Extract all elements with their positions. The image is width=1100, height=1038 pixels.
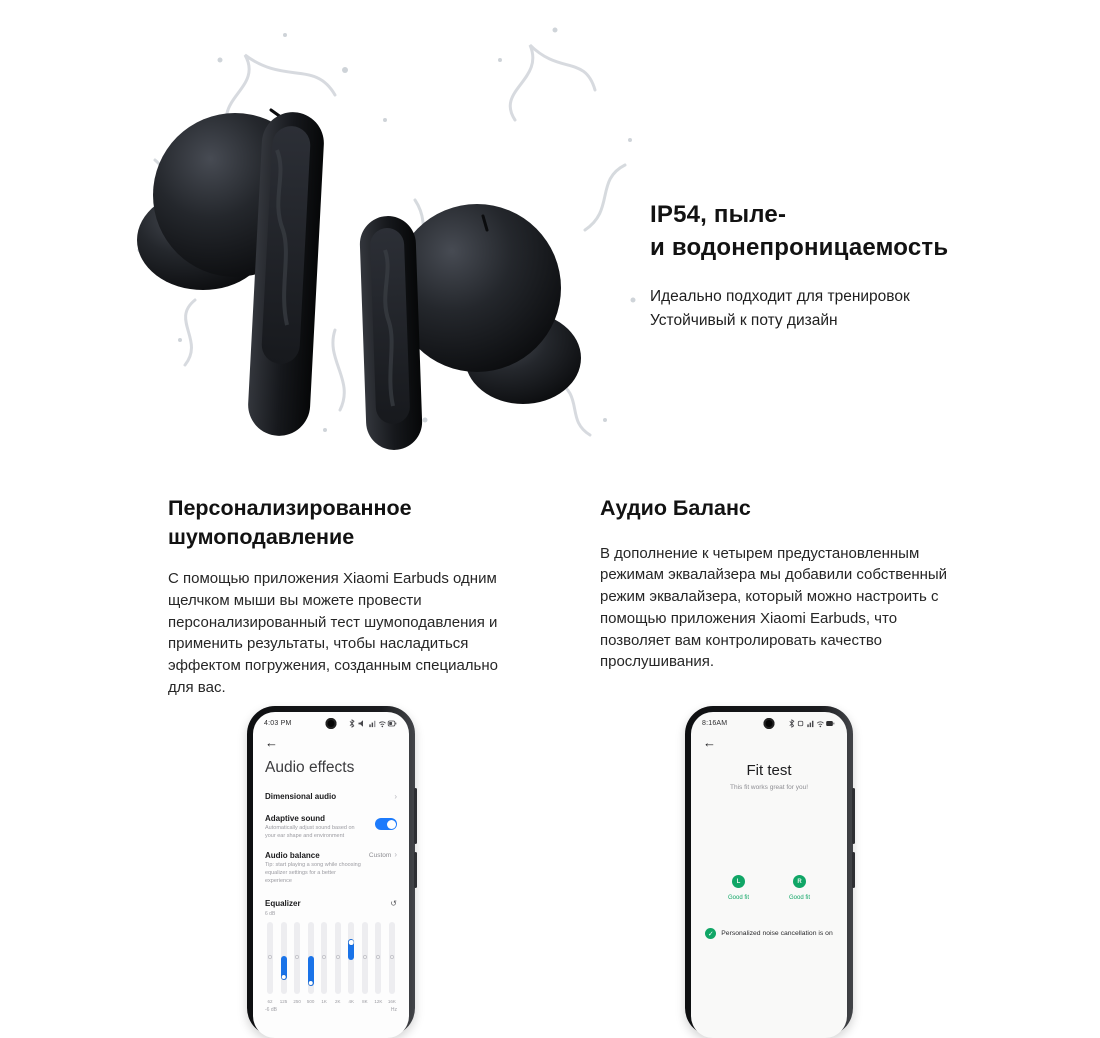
eq-track[interactable]	[281, 922, 287, 994]
fit-result-L	[728, 875, 749, 901]
row-subtext: Automatically adjust sound based on your ear shape and environment	[265, 825, 355, 839]
eq-band-label: 4K	[348, 999, 355, 1005]
status-time: 4:03 PM	[264, 720, 292, 727]
eq-track[interactable]	[375, 922, 381, 994]
phone-screen	[253, 712, 409, 1038]
equalizer-sliders	[265, 922, 397, 1004]
eq-handle[interactable]	[308, 981, 313, 986]
feature-body: В дополнение к четырем предустановленным режимам эквалайзера мы добавили собственный режим эквалайзера, который можно настроить с помощью приложения Xiaomi Earbuds, что позволяет вам контролировать качество прослушивания.	[600, 544, 948, 671]
anc-status-row	[703, 928, 835, 939]
eq-slider-16K[interactable]	[387, 922, 397, 1004]
row-label: Adaptive sound	[265, 814, 326, 823]
chevron-right-icon: ›	[394, 791, 397, 801]
eq-band-label: 62	[267, 999, 273, 1005]
eq-band-label: 16K	[387, 999, 396, 1005]
eq-band-label: 2K	[334, 999, 341, 1005]
feature-audio-balance	[600, 494, 952, 673]
eq-band-label: 250	[293, 999, 301, 1005]
eq-zero-handle[interactable]	[336, 955, 340, 959]
feature-title-line1: Персонализированное	[168, 496, 412, 520]
equalizer-unit-label: Hz	[390, 1007, 397, 1014]
eq-track[interactable]	[294, 922, 300, 994]
feature-title-line2: шумоподавление	[168, 524, 355, 549]
eq-slider-250[interactable]	[292, 922, 302, 1004]
eq-track[interactable]	[348, 922, 354, 994]
equalizer-footer	[265, 1007, 397, 1013]
bluetooth-icon	[790, 720, 794, 727]
feature-title-line1: Аудио Баланс	[600, 496, 751, 520]
eq-band-label: 125	[279, 999, 288, 1005]
anc-status-text: Personalized noise cancellation is on	[721, 930, 833, 937]
eq-slider-12K[interactable]	[373, 922, 383, 1004]
signal-bar-icon	[369, 724, 370, 727]
wifi-icon	[817, 722, 823, 725]
adaptive-sound-toggle[interactable]	[375, 818, 397, 830]
eq-track[interactable]	[308, 922, 314, 994]
hero-title-line2: и водонепроницаемость	[650, 234, 949, 262]
fit-label: Good fit	[727, 895, 749, 901]
feature-title	[600, 494, 952, 523]
feature-body: С помощью приложения Xiaomi Earbuds одним щелчком мыши вы можете провести персонализированный тест шумоподавления и применить результаты, чтобы насладиться эффектом погружения, созданным специально для вас.	[168, 570, 498, 696]
eq-slider-2K[interactable]	[333, 922, 343, 1004]
eq-slider-62[interactable]	[265, 922, 275, 1004]
row-label: Dimensional audio	[265, 792, 337, 801]
signal-bar-icon	[810, 723, 811, 728]
signal-bar-icon	[374, 721, 375, 727]
equalizer-min-label: -6 dB	[265, 1007, 277, 1014]
eq-zero-handle[interactable]	[268, 955, 272, 959]
eq-slider-1K[interactable]	[319, 922, 329, 1004]
screen-title: Audio effects	[265, 759, 355, 776]
back-arrow-icon[interactable]: ←	[265, 735, 278, 750]
equalizer-header	[265, 899, 397, 908]
screen-subtitle: This fit works great for you!	[729, 784, 809, 791]
volume-button	[414, 788, 417, 844]
status-time: 8:16AM	[702, 720, 728, 727]
eq-track[interactable]	[389, 922, 395, 994]
bluetooth-icon	[350, 720, 354, 727]
fit-label: Good fit	[789, 895, 811, 901]
eq-slider-4K[interactable]	[346, 922, 356, 1004]
signal-bar-icon	[812, 721, 813, 727]
phone-audio-effects	[247, 706, 415, 1036]
feature-title	[168, 494, 510, 551]
row-value: Custom	[368, 851, 392, 859]
eq-track[interactable]	[321, 922, 327, 994]
status-icons	[346, 719, 398, 728]
eq-slider-8K[interactable]	[360, 922, 370, 1004]
battery-icon	[826, 721, 833, 726]
phone-screen	[691, 712, 847, 1038]
screen-title: Fit test	[746, 762, 792, 779]
eq-track[interactable]	[362, 922, 368, 994]
eq-slider-125[interactable]	[279, 922, 289, 1004]
right-earbud	[359, 204, 581, 451]
feature-noise-cancellation	[168, 494, 510, 699]
equalizer-max-label: 6 dB	[265, 911, 276, 918]
battery-icon	[833, 723, 834, 725]
signal-bar-icon	[807, 724, 808, 727]
status-icons	[784, 719, 836, 728]
wifi-icon	[379, 722, 385, 725]
list-item-adaptive-sound[interactable]	[265, 814, 397, 840]
row-label: Audio balance	[265, 851, 320, 861]
eq-handle[interactable]	[349, 940, 354, 945]
watch-icon	[798, 721, 803, 726]
eq-band-label: 1K	[321, 999, 327, 1005]
earbud-R-icon: R	[793, 875, 806, 888]
back-arrow-icon[interactable]: ←	[703, 735, 716, 750]
battery-icon	[395, 723, 396, 725]
wifi-icon	[820, 726, 822, 728]
eq-gain-bar[interactable]	[281, 956, 287, 980]
eq-band-label: 8K	[362, 999, 368, 1005]
eq-handle[interactable]	[281, 975, 286, 980]
hero-subtitle-line2: Устойчивый к поту дизайн	[650, 312, 838, 330]
eq-gain-bar[interactable]	[348, 939, 354, 960]
signal-bar-icon	[372, 723, 373, 728]
eq-band-label: 500	[306, 999, 315, 1005]
screen-body	[691, 736, 847, 939]
eq-zero-handle[interactable]	[363, 955, 367, 959]
fit-result-R	[789, 875, 810, 901]
camera-punch-hole	[764, 718, 775, 729]
eq-track[interactable]	[335, 922, 341, 994]
speaker-icon	[359, 720, 364, 726]
hero-subtitle-line1: Идеально подходит для тренировок	[650, 288, 910, 306]
earbuds-splash-image	[85, 0, 645, 450]
eq-track[interactable]	[267, 922, 273, 994]
eq-zero-handle[interactable]	[295, 955, 299, 959]
fit-results	[703, 875, 835, 901]
hero-subtitle	[650, 285, 1090, 333]
list-item-dimensional-audio[interactable]	[265, 792, 397, 801]
eq-slider-500[interactable]	[306, 922, 316, 1004]
screen-body	[253, 736, 409, 1013]
eq-zero-handle[interactable]	[322, 955, 326, 959]
check-icon: ✓	[705, 928, 716, 939]
volume-button	[852, 788, 855, 844]
earbud-L-icon: L	[732, 875, 745, 888]
eq-band-label: 12K	[374, 999, 383, 1005]
reset-icon[interactable]: ↺	[390, 898, 397, 908]
row-subtext: Tip: start playing a song while choosing equalizer settings for a better experience	[265, 862, 361, 884]
hero-title-line1: IP54, пыле-	[650, 201, 787, 228]
hero-text-block	[650, 198, 1090, 333]
hero-title	[650, 198, 1090, 264]
phone-fit-test	[685, 706, 853, 1036]
chevron-right-icon: ›	[394, 850, 397, 860]
eq-zero-handle[interactable]	[376, 955, 380, 959]
list-item-audio-balance[interactable]	[265, 851, 397, 885]
eq-zero-handle[interactable]	[390, 955, 394, 959]
power-button	[852, 852, 855, 888]
phone-frame	[247, 706, 415, 1036]
battery-icon	[389, 722, 392, 725]
wifi-icon	[382, 726, 384, 728]
camera-punch-hole	[326, 718, 337, 729]
left-earbud	[137, 110, 325, 437]
power-button	[414, 852, 417, 888]
phone-frame	[685, 706, 853, 1036]
eq-gain-bar[interactable]	[308, 956, 314, 986]
equalizer-title: Equalizer	[265, 899, 301, 909]
